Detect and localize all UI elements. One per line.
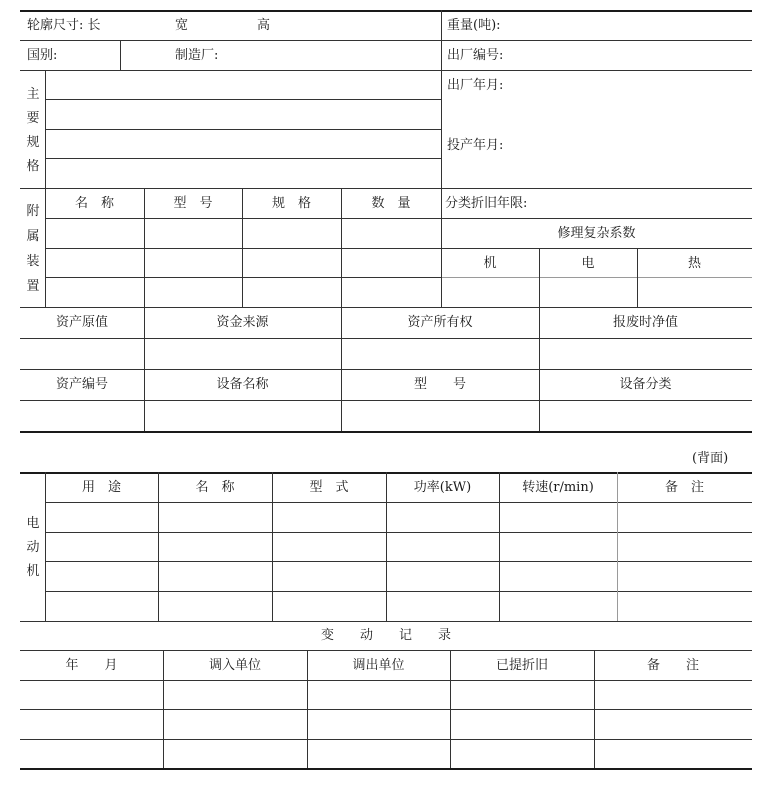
rule [20, 650, 752, 651]
top-border [20, 10, 752, 12]
asset-header: 资金来源 [216, 315, 269, 330]
serial-label: 出厂编号: [447, 48, 504, 63]
repair-col: 电 [581, 256, 595, 271]
rule [45, 99, 441, 100]
change-record-title: 变 动 记 录 [320, 628, 451, 643]
asset-header: 报废时净值 [612, 315, 678, 330]
commission-date-label: 投产年月: [447, 138, 504, 153]
rule [20, 621, 752, 622]
height-label: 高 [257, 18, 271, 33]
motor-char: 动 [26, 540, 40, 555]
change-header: 已提折旧 [495, 658, 548, 673]
change-header: 调入单位 [208, 658, 261, 673]
attach-header: 数 量 [371, 196, 411, 211]
rule [20, 369, 752, 370]
rule [20, 338, 752, 339]
change-header: 调出单位 [352, 658, 405, 673]
rule [20, 400, 752, 401]
asset-header: 资产原值 [55, 315, 108, 330]
rule [20, 739, 752, 740]
bottom-border [20, 431, 752, 433]
factory-date-label: 出厂年月: [447, 78, 504, 93]
repair-col: 机 [483, 256, 497, 271]
width-label: 宽 [175, 18, 189, 33]
motor-header: 转速(r/min) [522, 480, 594, 495]
motor-header: 备 注 [664, 480, 704, 495]
rule [45, 129, 441, 130]
rule [45, 502, 752, 503]
rule [20, 70, 752, 71]
rule [441, 277, 752, 278]
attach-header: 规 格 [271, 196, 311, 211]
repair-col: 热 [687, 256, 701, 271]
rule [45, 561, 752, 562]
rule [45, 218, 752, 219]
asset-header: 资产编号 [55, 377, 108, 392]
attach-header: 型 号 [173, 196, 213, 211]
attach-char: 附 [26, 204, 40, 219]
rule [45, 158, 441, 159]
attach-char: 属 [26, 229, 40, 244]
rule [45, 591, 752, 592]
change-header: 年 月 [65, 658, 118, 673]
depreciation-label: 分类折旧年限: [445, 196, 528, 211]
rule [45, 70, 46, 307]
rule [45, 248, 752, 249]
asset-header: 资产所有权 [407, 315, 473, 330]
size-label: 轮廓尺寸: 长 [27, 18, 101, 33]
bottom-border [20, 768, 752, 770]
repair-label: 修理复杂系数 [557, 226, 636, 241]
asset-header: 型 号 [413, 377, 466, 392]
weight-label: 重量(吨): [447, 18, 501, 33]
change-header: 备 注 [646, 658, 699, 673]
spec-char: 格 [26, 159, 40, 174]
rule [20, 40, 752, 41]
spec-char: 要 [26, 111, 40, 126]
motor-header: 用 途 [81, 480, 121, 495]
spec-char: 主 [26, 87, 40, 102]
back-side-label: (背面) [692, 451, 729, 466]
motor-header: 名 称 [195, 480, 235, 495]
rule [20, 680, 752, 681]
maker-label: 制造厂: [175, 48, 219, 63]
attach-char: 装 [26, 254, 40, 269]
rule [20, 709, 752, 710]
asset-header: 设备名称 [216, 377, 269, 392]
motor-header: 型 式 [309, 480, 349, 495]
motor-header: 功率(kW) [413, 480, 472, 495]
rule [45, 277, 441, 278]
country-label: 国别: [27, 48, 58, 63]
spec-char: 规 [26, 135, 40, 150]
attach-header: 名 称 [74, 196, 114, 211]
attach-char: 置 [26, 279, 40, 294]
motor-char: 电 [26, 516, 40, 531]
motor-char: 机 [26, 564, 40, 579]
asset-header: 设备分类 [619, 377, 672, 392]
rule [20, 188, 752, 189]
rule [20, 307, 752, 308]
rule [120, 40, 121, 70]
rule [45, 532, 752, 533]
